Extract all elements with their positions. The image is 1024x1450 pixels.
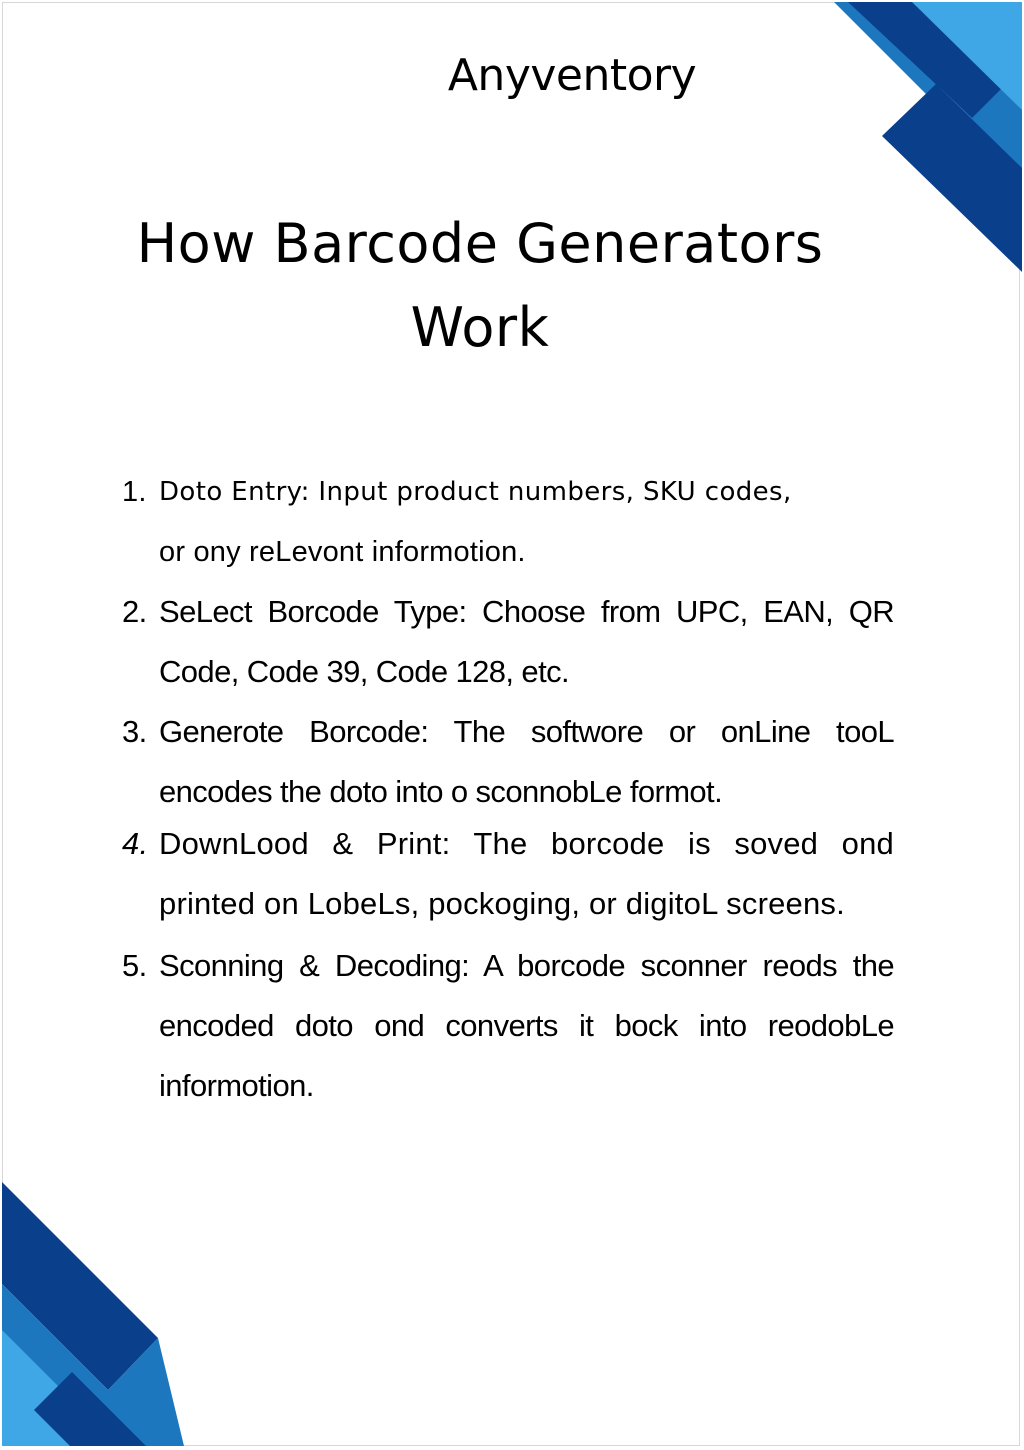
step-text-line-1: Doto Entry: Input product numbers, SKU codes, [159, 477, 792, 507]
bottom-left-decoration [0, 1170, 200, 1450]
step-item-data-entry [122, 462, 894, 582]
step-item-scanning [122, 936, 894, 1116]
step-number: 1. [122, 476, 147, 508]
step-text: SeLect Borcode Type: Choose from UPC, EAN, QR Code, Code 39, Code 128, etc. [159, 594, 894, 689]
step-number: 3. [122, 714, 147, 749]
page-title [80, 202, 880, 370]
step-text-line-2: or ony reLevont informotion. [159, 536, 526, 568]
step-number: 5. [122, 948, 147, 983]
step-text: Sconning & Decoding: A borcode sconner reods the encoded doto ond converts it bock into reodobLe informotion. [159, 948, 894, 1103]
step-item-generate [122, 702, 894, 822]
bottom-left-stripe-mid [2, 1284, 184, 1446]
bottom-left-stripe-dark [2, 1182, 158, 1390]
step-number: 4. [122, 826, 149, 861]
page-title-line-1: How Barcode Generators [136, 212, 824, 275]
brand-name: Anyventory [447, 50, 697, 101]
steps-list [122, 462, 894, 1116]
bottom-left-stripe-deep [34, 1372, 146, 1446]
bottom-left-stripe-cyan [2, 1330, 118, 1446]
step-item-select-type [122, 582, 894, 702]
top-right-stripe-dark-lower [882, 84, 1022, 272]
page-title-line-2: Work [410, 296, 550, 359]
step-item-download-print [122, 814, 894, 934]
step-number: 2. [122, 594, 147, 629]
step-text: DownLood & Print: The borcode is soved ond printed on LobeLs, pockoging, or digitoL screens. [159, 826, 894, 921]
step-text: Generote Borcode: The softwore or onLine tooL encodes the doto into o sconnobLe formot. [159, 714, 894, 809]
